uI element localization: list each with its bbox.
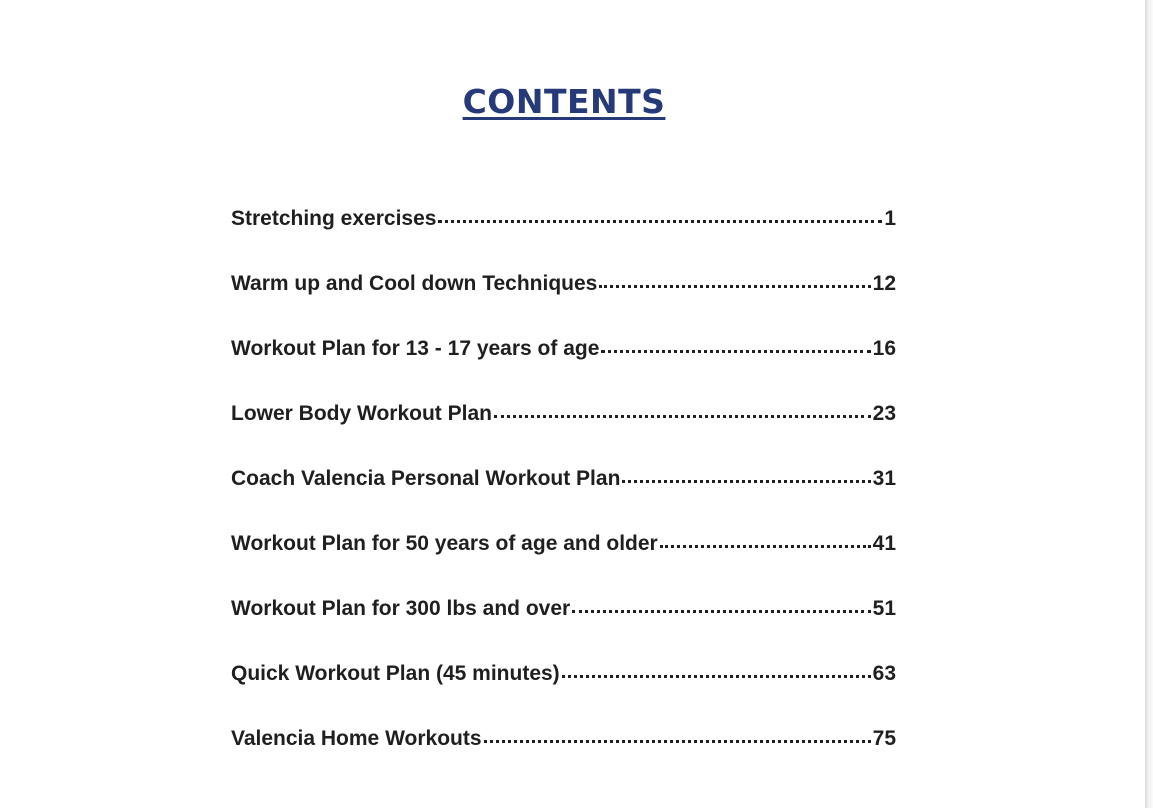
toc-entry-page: 23	[872, 402, 896, 425]
toc-entry-page: 63	[872, 662, 896, 685]
toc-entry-page: 51	[872, 597, 896, 620]
toc-entry	[231, 727, 896, 792]
toc-entry	[231, 532, 896, 597]
toc-entry	[231, 207, 896, 272]
toc-entry	[231, 662, 896, 727]
toc-dot-leader	[562, 675, 871, 678]
toc-entry-title: Lower Body Workout Plan	[231, 402, 492, 425]
toc-dot-leader	[601, 350, 870, 353]
table-of-contents	[231, 207, 896, 792]
toc-dot-leader	[494, 415, 871, 418]
toc-entry	[231, 402, 896, 467]
toc-entry-page: 16	[872, 337, 896, 360]
toc-entry	[231, 272, 896, 337]
toc-entry-page: 41	[872, 532, 896, 555]
toc-entry-title: Valencia Home Workouts	[231, 727, 482, 750]
toc-entry-page: 31	[872, 467, 896, 490]
toc-entry-page: 1	[884, 207, 896, 230]
toc-dot-leader	[572, 610, 870, 613]
toc-dot-leader	[484, 740, 871, 743]
toc-entry-title: Coach Valencia Personal Workout Plan	[231, 467, 621, 490]
toc-dot-leader	[660, 545, 871, 548]
toc-entry	[231, 467, 896, 532]
toc-entry	[231, 337, 896, 402]
page-title: CONTENTS	[462, 82, 666, 121]
toc-entry-title: Warm up and Cool down Techniques	[231, 272, 598, 295]
toc-entry-title: Quick Workout Plan (45 minutes)	[231, 662, 560, 685]
toc-entry-page: 75	[872, 727, 896, 750]
toc-entry-title: Workout Plan for 13 - 17 years of age	[231, 337, 600, 360]
page-edge-shadow	[1145, 0, 1153, 808]
toc-entry-title: Workout Plan for 50 years of age and older	[231, 532, 658, 555]
toc-dot-leader	[622, 480, 870, 483]
toc-entry-page: 12	[872, 272, 896, 295]
toc-entry-title: Stretching exercises	[231, 207, 437, 230]
toc-entry	[231, 597, 896, 662]
toc-dot-leader	[599, 285, 870, 288]
toc-entry-title: Workout Plan for 300 lbs and over	[231, 597, 571, 620]
toc-dot-leader	[438, 220, 882, 223]
